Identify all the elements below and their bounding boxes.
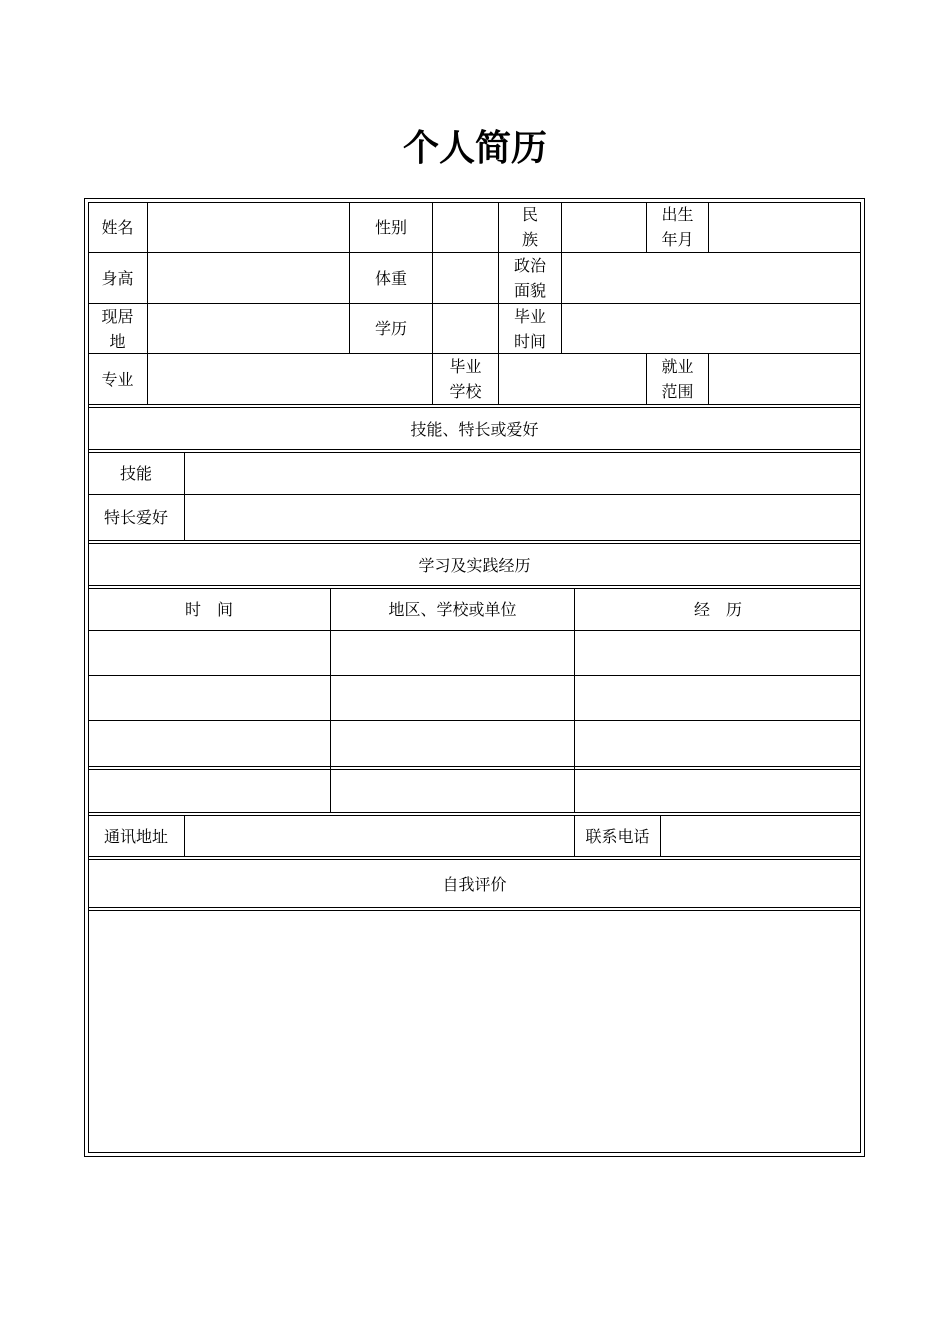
self-evaluation-section-title: 自我评价 [442, 875, 507, 894]
employment-scope-label: 就业 范围 [661, 357, 694, 401]
row-divider [88, 812, 861, 813]
graduation-school-field[interactable] [499, 354, 646, 404]
gender-label: 性别 [374, 217, 407, 237]
phone-field[interactable] [661, 816, 861, 856]
experience-header-time: 时 间 [184, 600, 233, 619]
row-divider [88, 585, 861, 586]
height-label: 身高 [101, 268, 134, 288]
experience-detail-cell[interactable] [575, 770, 861, 812]
row-divider [88, 404, 861, 405]
skill-field[interactable] [185, 453, 861, 494]
weight-label: 体重 [374, 268, 407, 288]
address-field[interactable] [185, 816, 574, 856]
experience-detail-cell[interactable] [575, 676, 861, 720]
experience-place-cell[interactable] [331, 676, 574, 720]
political-status-field[interactable] [562, 253, 861, 303]
hobby-field[interactable] [185, 495, 861, 540]
row-divider [88, 766, 861, 767]
major-field[interactable] [148, 354, 432, 404]
skill-label: 技能 [119, 464, 152, 483]
experience-place-cell[interactable] [331, 721, 574, 766]
row-divider [88, 856, 861, 857]
skills-section-title: 技能、特长或爱好 [410, 420, 539, 439]
experience-time-cell[interactable] [88, 631, 330, 675]
address-label: 通讯地址 [103, 826, 168, 846]
employment-scope-field[interactable] [709, 354, 861, 404]
experience-detail-cell[interactable] [575, 631, 861, 675]
experience-header-experience: 经 历 [693, 600, 742, 619]
birth-date-field[interactable] [709, 202, 861, 252]
name-label: 姓名 [101, 217, 134, 237]
residence-field[interactable] [148, 304, 349, 353]
graduation-school-label: 毕业 学校 [449, 357, 482, 401]
major-label: 专业 [101, 369, 134, 389]
residence-label: 现居 地 [101, 306, 134, 351]
experience-time-cell[interactable] [88, 770, 330, 812]
experience-header-place: 地区、学校或单位 [388, 600, 517, 619]
row-divider [88, 907, 861, 908]
birth-date-label: 出生 年月 [661, 205, 694, 249]
page-title: 个人简历 [402, 127, 547, 169]
graduation-time-field[interactable] [562, 304, 861, 353]
experience-place-cell[interactable] [331, 770, 574, 812]
ethnicity-field[interactable] [562, 202, 646, 252]
row-divider [88, 540, 861, 541]
height-field[interactable] [148, 253, 349, 303]
ethnicity-label: 民 族 [521, 205, 538, 249]
experience-place-cell[interactable] [331, 631, 574, 675]
education-label: 学历 [374, 319, 407, 338]
gender-field[interactable] [433, 202, 498, 252]
experience-section-title: 学习及实践经历 [418, 556, 531, 575]
self-evaluation-field[interactable] [89, 911, 860, 1152]
education-field[interactable] [433, 304, 498, 353]
graduation-time-label: 毕业 时间 [513, 306, 546, 351]
experience-time-cell[interactable] [88, 721, 330, 766]
row-divider [88, 449, 861, 450]
experience-time-cell[interactable] [88, 676, 330, 720]
experience-detail-cell[interactable] [575, 721, 861, 766]
hobby-label: 特长爱好 [103, 508, 168, 527]
political-status-label: 政治 面貌 [513, 256, 546, 300]
weight-field[interactable] [433, 253, 498, 303]
phone-label: 联系电话 [585, 826, 650, 846]
name-field[interactable] [148, 202, 349, 252]
